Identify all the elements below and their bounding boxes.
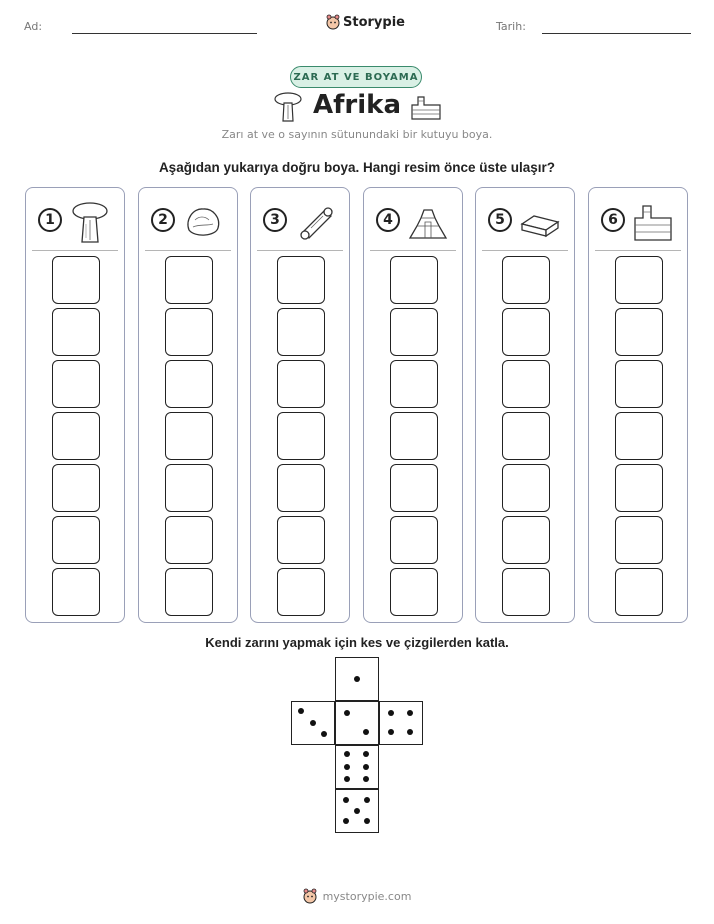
- dice-pip: [388, 710, 394, 716]
- column-header: [32, 194, 118, 251]
- column-6: [588, 187, 688, 623]
- coloring-box[interactable]: [52, 516, 100, 564]
- storypie-mascot-icon: [326, 14, 340, 30]
- coloring-box[interactable]: [165, 360, 213, 408]
- coloring-box[interactable]: [390, 568, 438, 616]
- rock-icon: [181, 200, 225, 244]
- footer-url[interactable]: mystorypie.com: [322, 889, 412, 903]
- column-header: [145, 194, 231, 251]
- dice-pip: [363, 729, 369, 735]
- dice-pip: [363, 764, 369, 770]
- pyramid-icon: [406, 200, 450, 244]
- coloring-box[interactable]: [277, 516, 325, 564]
- coloring-box[interactable]: [615, 516, 663, 564]
- coloring-box[interactable]: [390, 308, 438, 356]
- dice-pip: [354, 808, 360, 814]
- scroll-icon: [293, 200, 337, 244]
- instruction-text: Aşağıdan yukarıya doğru boya. Hangi resim önce üste ulaşır?: [158, 160, 556, 175]
- page-subtitle: Zarı at ve o sayının sütunundaki bir kutuyu boya.: [221, 128, 493, 141]
- storypie-mascot-icon: [303, 888, 317, 904]
- dice-instruction: Kendi zarını yapmak için kes ve çizgilerden katla.: [205, 635, 509, 650]
- dice-pip: [407, 710, 413, 716]
- column-header: [482, 194, 568, 251]
- coloring-box[interactable]: [52, 568, 100, 616]
- coloring-box[interactable]: [502, 256, 550, 304]
- name-label: Ad:: [24, 20, 43, 33]
- column-2: [138, 187, 238, 623]
- dice-pip: [343, 818, 349, 824]
- coloring-box[interactable]: [615, 464, 663, 512]
- coloring-box[interactable]: [277, 464, 325, 512]
- great-zimbabwe-ruins-icon: [410, 93, 442, 121]
- column-3: [250, 187, 350, 623]
- brand-logo: [326, 14, 405, 30]
- dice-face-6: [335, 745, 379, 789]
- column-number: 4: [376, 208, 400, 232]
- dice-pip: [343, 797, 349, 803]
- great-zimbabwe-ruins-icon: [631, 200, 675, 244]
- footer: [0, 888, 714, 904]
- column-number: 3: [263, 208, 287, 232]
- dice-pip: [310, 720, 316, 726]
- column-header: [257, 194, 343, 251]
- coloring-box[interactable]: [165, 464, 213, 512]
- coloring-box[interactable]: [165, 308, 213, 356]
- activity-badge: ZAR AT VE BOYAMA: [290, 66, 422, 88]
- coloring-box[interactable]: [165, 256, 213, 304]
- dice-pip: [344, 751, 350, 757]
- brick-icon: [518, 200, 562, 244]
- coloring-box[interactable]: [390, 360, 438, 408]
- coloring-box[interactable]: [390, 516, 438, 564]
- dice-pip: [321, 731, 327, 737]
- coloring-box[interactable]: [277, 256, 325, 304]
- dice-pip: [344, 710, 350, 716]
- dice-pip: [364, 797, 370, 803]
- dice-pip: [407, 729, 413, 735]
- brand-name: Storypie: [343, 14, 405, 30]
- coloring-box[interactable]: [165, 516, 213, 564]
- coloring-box[interactable]: [502, 568, 550, 616]
- coloring-box[interactable]: [277, 412, 325, 460]
- coloring-box[interactable]: [52, 360, 100, 408]
- column-header: [370, 194, 456, 251]
- coloring-box[interactable]: [502, 412, 550, 460]
- dice-pip: [344, 764, 350, 770]
- column-number: 1: [38, 208, 62, 232]
- coloring-box[interactable]: [615, 412, 663, 460]
- coloring-box[interactable]: [277, 568, 325, 616]
- dice-pip: [354, 676, 360, 682]
- dice-face-1: [335, 657, 379, 701]
- coloring-box[interactable]: [615, 308, 663, 356]
- baobab-tree-icon: [68, 200, 112, 244]
- column-header: [595, 194, 681, 251]
- coloring-box[interactable]: [52, 464, 100, 512]
- dice-face-3: [291, 701, 335, 745]
- dice-pip: [344, 776, 350, 782]
- name-line: [72, 33, 257, 34]
- coloring-box[interactable]: [502, 464, 550, 512]
- coloring-box[interactable]: [165, 412, 213, 460]
- coloring-box[interactable]: [390, 412, 438, 460]
- dice-pip: [298, 708, 304, 714]
- column-5: [475, 187, 575, 623]
- coloring-box[interactable]: [52, 256, 100, 304]
- coloring-box[interactable]: [615, 360, 663, 408]
- coloring-box[interactable]: [502, 360, 550, 408]
- column-4: [363, 187, 463, 623]
- dice-face-2: [335, 701, 379, 745]
- dice-face-5: [335, 789, 379, 833]
- coloring-box[interactable]: [52, 308, 100, 356]
- coloring-box[interactable]: [277, 308, 325, 356]
- coloring-box[interactable]: [615, 568, 663, 616]
- coloring-box[interactable]: [502, 516, 550, 564]
- dice-pip: [364, 818, 370, 824]
- coloring-box[interactable]: [165, 568, 213, 616]
- coloring-box[interactable]: [615, 256, 663, 304]
- date-line: [542, 33, 691, 34]
- column-number: 6: [601, 208, 625, 232]
- column-1: [25, 187, 125, 623]
- coloring-box[interactable]: [52, 412, 100, 460]
- dice-pip: [363, 751, 369, 757]
- coloring-box[interactable]: [390, 464, 438, 512]
- coloring-box[interactable]: [277, 360, 325, 408]
- page-title: Afrika: [312, 90, 401, 120]
- dice-pip: [388, 729, 394, 735]
- coloring-box[interactable]: [502, 308, 550, 356]
- column-number: 5: [488, 208, 512, 232]
- column-number: 2: [151, 208, 175, 232]
- dice-face-4: [379, 701, 423, 745]
- date-label: Tarih:: [496, 20, 526, 33]
- coloring-box[interactable]: [390, 256, 438, 304]
- dice-pip: [363, 776, 369, 782]
